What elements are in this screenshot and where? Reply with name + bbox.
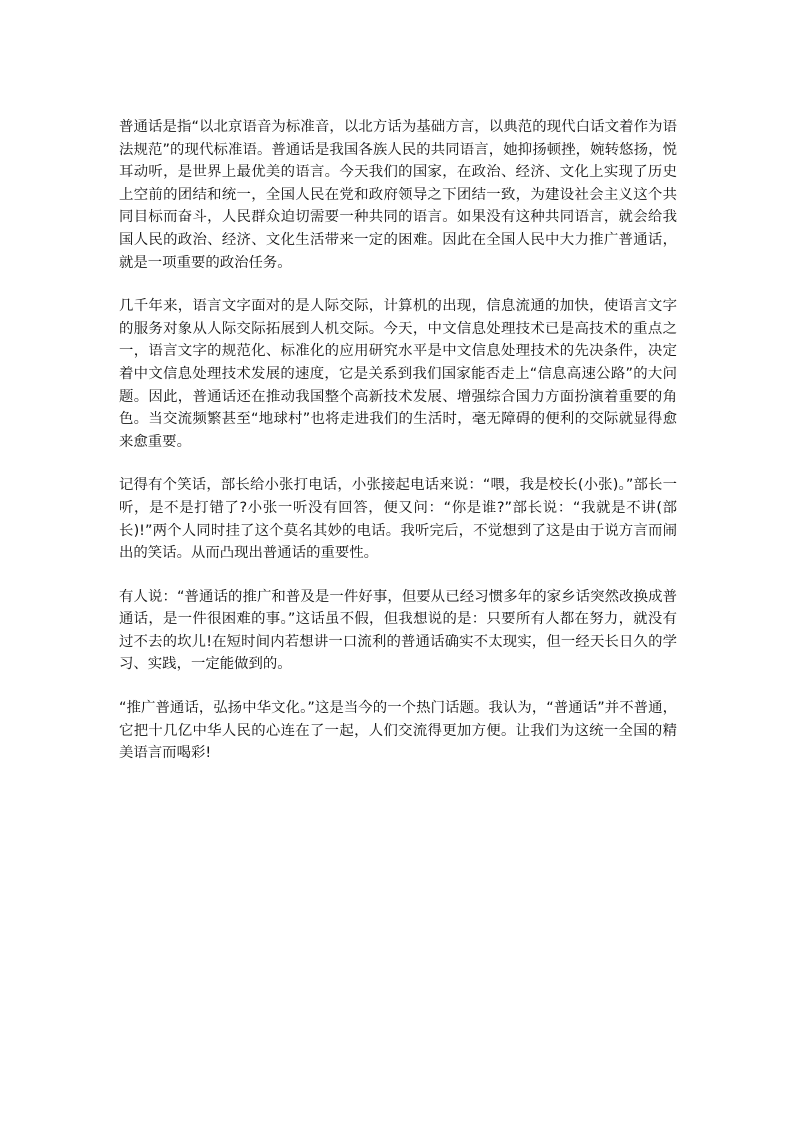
paragraph-4: 有人说：“普通话的推广和普及是一件好事，但要从已经习惯多年的家乡话突然改换成普通话，是一件很困难的事。”这话虽不假，但我想说的是：只要所有人都在努力，就没有过不去的坎儿!在短时间内若想讲一口流利的普通话确实不太现实，但一经天长日久的学习、实践，一定能做到的。 <box>119 588 677 673</box>
paragraph-2: 几千年来，语言文字面对的是人际交际，计算机的出现，信息流通的加快，使语言文字的服务对象从人际交际拓展到人机交际。今天，中文信息处理技术已是高技术的重点之一，语言文字的规范化、标准化的应用研究水平是中文信息处理技术的先决条件，决定着中文信息处理技术发展的速度，它是关系到我们国家能否走上“信息高速公路”的大问题。因此，普通话还在推动我国整个高新技术发展、增强综合国力方面扮演着重要的角色。当交流频繁甚至“地球村”也将走进我们的生活时，毫无障碍的便利的交际就显得愈来愈重要。 <box>119 298 677 450</box>
paragraph-1: 普通话是指“以北京语音为标准音，以北方话为基础方言，以典范的现代白话文着作为语法规范”的现代标准语。普通话是我国各族人民的共同语言，她抑扬顿挫，婉转悠扬，悦耳动听，是世界上最优美的语言。今天我们的国家，在政治、经济、文化上实现了历史上空前的团结和统一，全国人民在党和政府领导之下团结一致，为建设社会主义这个共同目标而奋斗，人民群众迫切需要一种共同的语言。如果没有这种共同语言，就会给我国人民的政治、经济、文化生活带来一定的困难。因此在全国人民中大力推广普通话，就是一项重要的政治任务。 <box>119 119 677 271</box>
document-body <box>119 116 677 786</box>
paragraph-5: “推广普通话，弘扬中华文化。”这是当今的一个热门话题。我认为，“普通话”并不普通，它把十几亿中华人民的心连在了一起，人们交流得更加方便。让我们为这统一全国的精美语言而喝彩! <box>119 700 677 762</box>
paragraph-3: 记得有个笑话，部长给小张打电话，小张接起电话来说：“喂，我是校长(小张)。”部长一听，是不是打错了?小张一听没有回答，便又问：“你是谁?”部长说：“我就是不讲(部长)!”两个人同时挂了这个莫名其妙的电话。我听完后，不觉想到了这是由于说方言而闹出的笑话。从而凸现出普通话的重要性。 <box>119 477 677 562</box>
